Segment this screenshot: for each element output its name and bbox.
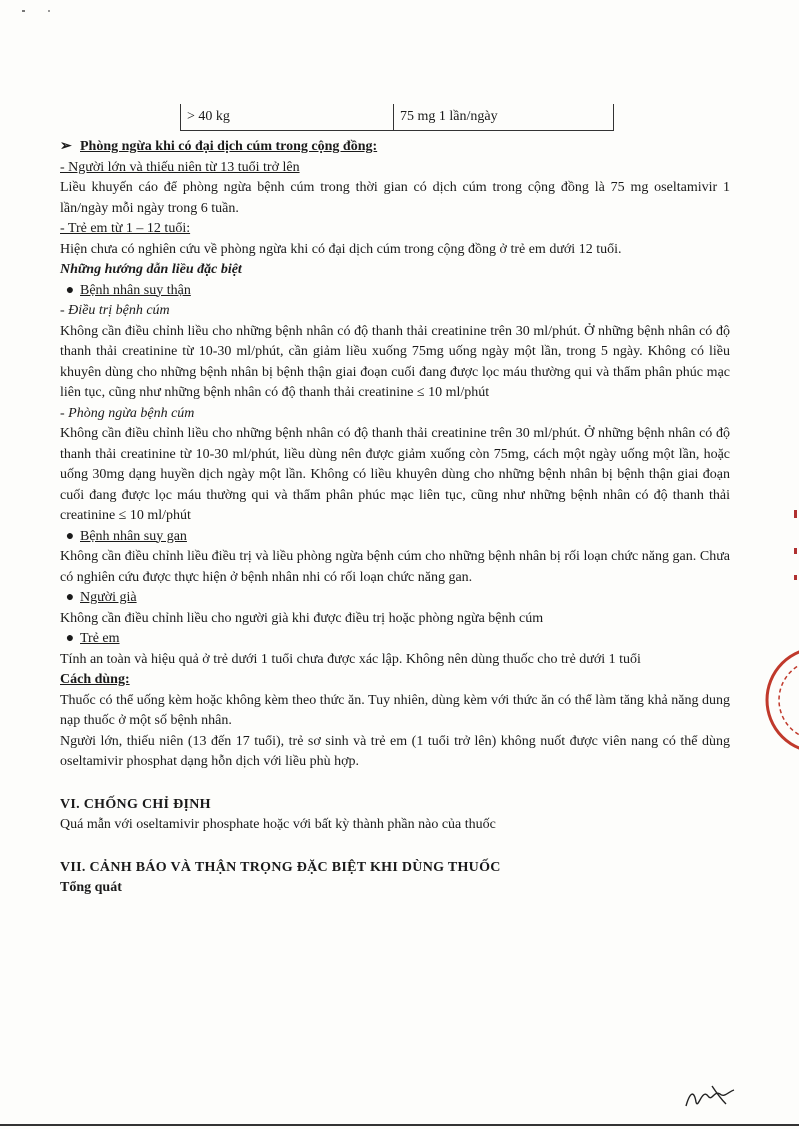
special-dosing-heading: Những hướng dẫn liều đặc biệt xyxy=(60,262,242,277)
round-bullet-icon: ● xyxy=(65,282,75,298)
round-bullet-icon: ● xyxy=(65,528,75,544)
hepatic-text: Không cần điều chỉnh liều điều trị và liều phòng ngừa bệnh cúm cho những bệnh nhân bị rối loạn chức năng gan. Chưa có nghiên cứu được thực hiện ở bệnh nhân nhi có rối loạn chức năng gan. xyxy=(60,549,730,585)
scan-artifact xyxy=(48,10,50,12)
community-heading: ➢ Phòng ngừa khi có đại dịch cúm trong cộng đồng: xyxy=(60,137,730,158)
elderly-text: Không cần điều chỉnh liều cho người già khi được điều trị hoặc phòng ngừa bệnh cúm xyxy=(60,610,544,626)
document-body xyxy=(60,137,730,899)
round-bullet-icon: ● xyxy=(65,631,75,646)
community-adults-text: Liều khuyến cáo để phòng ngừa bệnh cúm trong thời gian có dịch cúm trong cộng đồng là 75 mg oseltamivir 1 lần/ngày mỗi ngày trong 6 tuần. xyxy=(60,180,730,216)
children-heading: ● Trẻ em xyxy=(60,629,730,650)
contraindications-heading: VI. CHỐNG CHỈ ĐỊNH xyxy=(60,796,211,812)
renal-heading: ● Bệnh nhân suy thận xyxy=(60,281,730,302)
scan-artifact xyxy=(22,10,25,12)
children-text: Tính an toàn và hiệu quả ở trẻ dưới 1 tuổi chưa được xác lập. Không nên dùng thuốc cho trẻ dưới 1 tuổi xyxy=(60,651,641,667)
arrow-bullet-icon: ➢ xyxy=(60,139,72,154)
renal-prevention-text: Không cần điều chỉnh liều cho những bệnh nhân có độ thanh thải creatinine trên 30 ml/phút. Ở những bệnh nhân có độ thanh thải creatinine từ 10-30 ml/phút, liều dùng nên được giảm xuống còn 75mg, cách một ngày uống một lần, hoặc uống 30mg dạng huyền dịch ngày một lần. Không có liều khuyên dùng cho những bệnh nhân bị bệnh thận giai đoạn cuối đang được lọc máu thường qui và thẩm phân phúc mạc liên tục, cũng như những bệnh nhân có độ thanh thải creatinine ≤ 10 ml/phút xyxy=(60,426,730,523)
stamp-edge-mark xyxy=(794,548,797,554)
community-children-text: Hiện chưa có nghiên cứu về phòng ngừa khi có đại dịch cúm trong cộng đồng ở trẻ em dưới 12 tuổi. xyxy=(60,241,622,257)
community-children-label: - Trẻ em từ 1 – 12 tuổi: xyxy=(60,221,191,236)
contraindications-text: Quá mẫn với oseltamivir phosphate hoặc với bất kỳ thành phần nào của thuốc xyxy=(60,817,496,832)
round-bullet-icon: ● xyxy=(65,590,75,605)
dosage-table-row xyxy=(180,104,614,131)
stamp-edge-mark xyxy=(794,575,797,580)
weight-cell: > 40 kg xyxy=(181,104,394,130)
usage-text-2: Người lớn, thiếu niên (13 đến 17 tuổi), trẻ sơ sinh và trẻ em (1 tuổi trở lên) không nuốt được viên nang có thể dùng oseltamivir phosphat dạng hỗn dịch với liều phù hợp. xyxy=(60,733,730,769)
renal-prevention-label: - Phòng ngừa bệnh cúm xyxy=(60,405,195,421)
signature-mark xyxy=(682,1082,742,1112)
page-bottom-edge xyxy=(0,1124,799,1126)
red-stamp-seal xyxy=(759,640,799,760)
usage-heading: Cách dùng: xyxy=(60,672,130,687)
warnings-heading: VII. CẢNH BÁO VÀ THẬN TRỌNG ĐẶC BIỆT KHI DÙNG THUỐC xyxy=(60,859,501,875)
renal-treatment-text: Không cần điều chỉnh liều cho những bệnh nhân có độ thanh thải creatinine trên 30 ml/phút. Ở những bệnh nhân có độ thanh thải creatinine từ 10-30 ml/phút, cần giảm liều xuống 75mg uống ngày một lần, trong 5 ngày. Không có liều khuyên dùng cho những bệnh nhân bị bệnh thận giai đoạn cuối đang được lọc máu thường qui và thẩm phân phúc mạc liên tục, cũng như những bệnh nhân có độ thanh thải creatinine ≤ 10 ml/phút xyxy=(60,323,730,400)
community-adults-label: - Người lớn và thiếu niên từ 13 tuổi trở lên xyxy=(60,159,300,175)
usage-text-1: Thuốc có thể uống kèm hoặc không kèm theo thức ăn. Tuy nhiên, dùng kèm với thức ăn có thể làm tăng khả năng dung nạp thuốc ở một số bệnh nhân. xyxy=(60,692,730,728)
warnings-subheading: Tổng quát xyxy=(60,880,122,895)
hepatic-heading: ● Bệnh nhân suy gan xyxy=(60,527,730,548)
stamp-edge-mark xyxy=(794,510,797,518)
dose-cell: 75 mg 1 lần/ngày xyxy=(400,109,498,124)
renal-treatment-label: - Điều trị bệnh cúm xyxy=(60,303,170,318)
elderly-heading: ● Người già xyxy=(60,588,730,609)
